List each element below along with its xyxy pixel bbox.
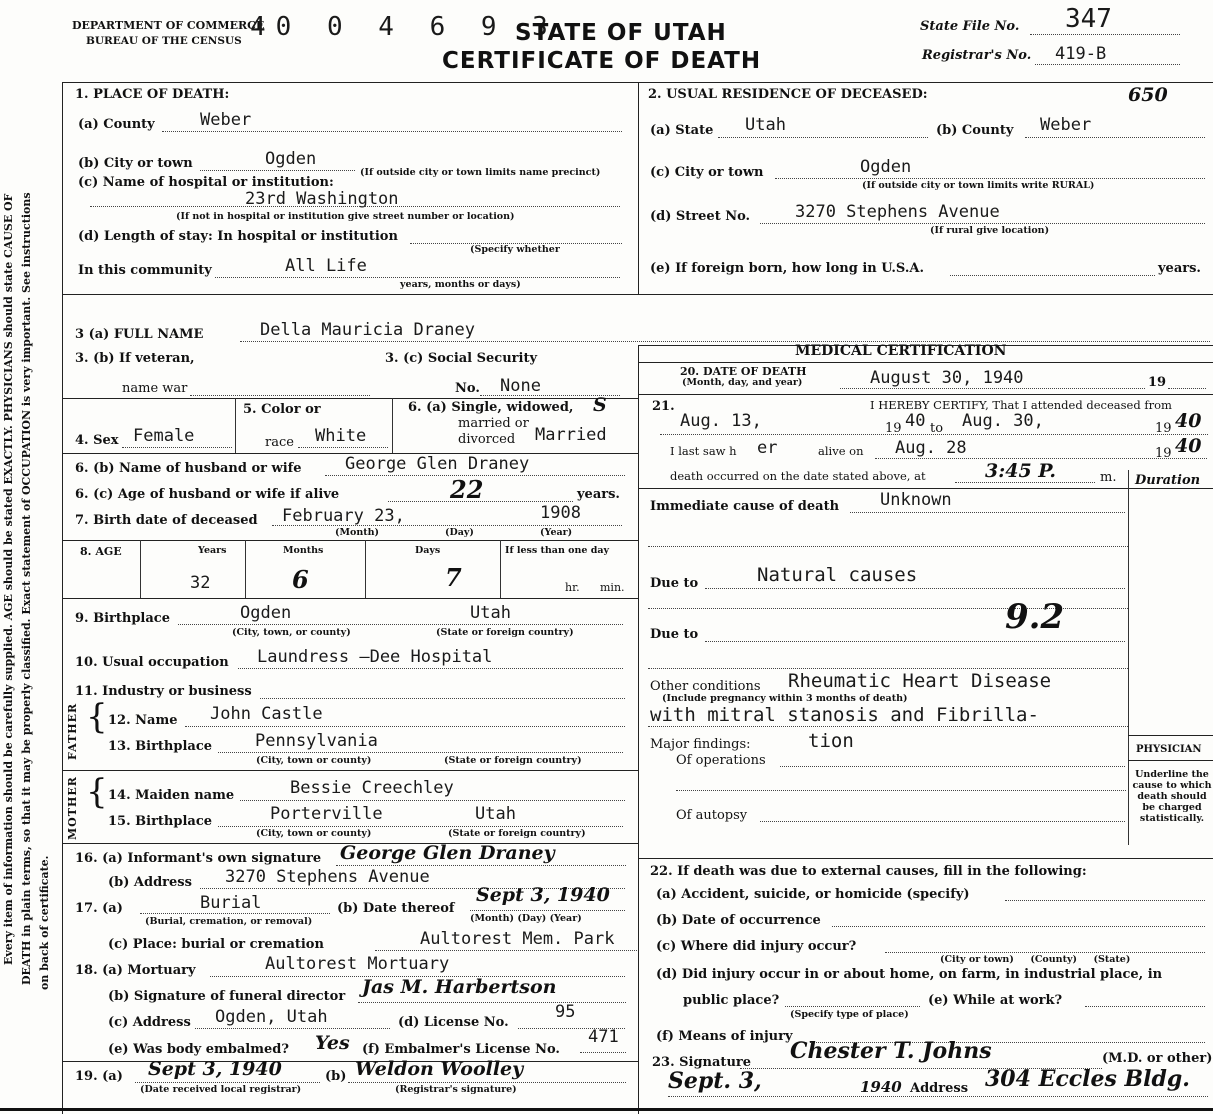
- sign23-address: 304 Eccles Bldg.: [985, 1066, 1190, 1092]
- res-city-label: (c) City or town: [650, 165, 764, 180]
- due-to-1-label: Due to: [650, 576, 699, 591]
- res-state-label: (a) State: [650, 123, 714, 138]
- ss-no-value: None: [500, 376, 541, 396]
- signature-23-label: 23. Signature: [652, 1055, 752, 1070]
- due-to-2-label: Due to: [650, 627, 699, 642]
- external-f-label: (f) Means of injury: [656, 1029, 793, 1044]
- medical-title: MEDICAL CERTIFICATION: [795, 343, 1007, 359]
- spouse-value: George Glen Draney: [345, 454, 530, 474]
- external-a-label: (a) Accident, suicide, or homicide (specify): [656, 887, 970, 902]
- age-days-value: 7: [445, 563, 462, 592]
- dod-label-2: (Month, day, and year): [682, 377, 803, 388]
- director-label: (b) Signature of funeral director: [108, 989, 346, 1004]
- mother-name-label: 14. Maiden name: [108, 788, 235, 803]
- operations-label: Of operations: [676, 753, 766, 768]
- external-d-label-2: public place?: [683, 993, 780, 1008]
- external-c-note: (City or town) (County) (State): [940, 954, 1131, 965]
- mortuary-address-value: Ogden, Utah: [215, 1007, 328, 1027]
- city-note: (If outside city or town limits name precinct): [360, 167, 601, 178]
- burial-date-label: (b) Date thereof: [337, 901, 455, 916]
- age-months-value: 6: [292, 565, 309, 594]
- dod-value: August 30, 1940: [870, 368, 1024, 388]
- burial-place-label: (c) Place: burial or cremation: [108, 937, 324, 952]
- res-county-value: Weber: [1040, 115, 1092, 135]
- attended-to-date: Aug. 30,: [962, 411, 1044, 431]
- registrar-date-label: 19. (a): [75, 1069, 123, 1084]
- mother-name-value: Bessie Creechley: [290, 778, 454, 798]
- birth-label: 7. Birth date of deceased: [75, 513, 258, 528]
- m-label: m.: [1100, 470, 1117, 485]
- side-instructions-1: Every item of information should be carefully supplied. AGE should be stated EXACTLY. PHYSICIANS should state CAUSE OF: [2, 193, 15, 965]
- father-note-state: (State or foreign country): [444, 755, 582, 766]
- saw-er: er: [757, 438, 778, 458]
- ss-no-label: No.: [455, 381, 480, 396]
- res-street-value: 3270 Stephens Avenue: [795, 202, 1000, 222]
- full-name-value: Della Mauricia Draney: [260, 320, 475, 340]
- burial-label: 17. (a): [75, 901, 123, 916]
- informant-address-label: (b) Address: [108, 875, 192, 890]
- director-signature: Jas M. Harbertson: [362, 976, 557, 998]
- marital-label-2: married or: [458, 416, 529, 431]
- burial-date-note: (Month) (Day) (Year): [470, 913, 582, 924]
- registrar-signature: Weldon Woolley: [355, 1058, 524, 1080]
- marital-label-1: 6. (a) Single, widowed,: [408, 400, 574, 415]
- underline-note: Underline the cause to which death should be charged statistically.: [1132, 769, 1212, 824]
- hr-label: hr.: [565, 581, 580, 594]
- alive-on-value: Aug. 28: [895, 438, 967, 458]
- community-note: years, months or days): [400, 279, 521, 290]
- death-certificate: Every item of information should be carefully supplied. AGE should be stated EXACTLY. PHYSICIANS should state CAUSE OF DEATH in plain terms, so that it may be properly classified. Exact statement of OCCUPATION is very important. See instructions on back of certificate. DEPARTMENT OF COMMERCE BUREAU OF THE CENSUS 40 0 4 6 9 3 STATE OF UTAH CERTIFICATE OF DEATH State File No. 347 Registrar's No. 419-B 1. PLACE OF DEATH: (a) County Weber (b) City or town Ogden (If outside city or town limits name precinct) (c) Name of hospital or institution: 23rd Washington (If not in hospital or institution give street number or location) (d) Length of stay: In hospital or institution (Specify whether In this community All Life years, months or days) 2. USUAL RESIDENCE OF DECEASED: 650 (a) State Utah (b) County Weber (c) City or town Ogden (If outside city or town limits write RURAL) (d) Street No. 3270 Stephens Avenue (If rural give location) (e) If foreign born, how long in U.S.A. years. 3 (a) FULL NAME Della Mauricia Draney 3. (b) If veteran, name war 3. (c) Social Security No. None 4. Sex Female 5. Color or race White 6. (a) Single, widowed, S married or divorced Married 6. (b) Name of husband or wife George Glen Draney 6. (c) Age of husband or wife if alive 22 years. 7. Birth date of deceased February 23, 1908 (Month) (Day) (Year) 8. AGE Years Months Days If less than one day 32 6 7 hr. min. 9. Birthplace Ogden Utah (City, town, or county) (State or foreign country) 10. Usual occupation Laundress —Dee Hospital 11. Industry or business FATHER { 12. Name John Castle 13. Birthplace Pennsylvania (City, town or county) (State or foreign country) MOTHER { 14. Maiden name Bessie Creechley 15. Birthplace Porterville Utah (City, town or county) (State or foreign country) 16. (a) Informant's own signature George Glen Draney (b) Address 3270 Stephens Avenue 17. (a) Burial (Burial, cremation, or removal) (b) Date thereof Sept 3, 1940 (Month) (Day) (Year) (c) Place: burial or cremation Aultorest Mem. Park 18. (a) Mortuary Aultorest Mortuary (b) Signature of funeral director Jas M. Harbertson (c) Address Ogden, Utah (d) License No. 95 (e) Was body embalmed? Yes (f) Embalmer's License No. 471 19. (a) Sept 3, 1940 (b) Weldon Woolley (Date received local registrar) (Registrar's signature) MEDICAL CERTIFICATION 20. DATE OF DEATH (Month, day, and year) August 30, 1940 19 21. I HEREBY CERTIFY, That I attended deceased from Aug. 13, 19 40 to Aug. 30, 19 40 I last saw h er alive on Aug. 28 19 40 death occurred on the date stated above, at 3:45 P. m. Duration Immediate cause of death Unknown Due to Natural causes Due to 9.2 Other conditions Rheumatic Heart Disease (Include pregnancy within 3 months of death) with mitral stanosis and Fibrilla- Major findings: tion Of operations Of autopsy PHYSICIAN Underline the cause to which death should be charged statistically. 22. If death was due to external causes, fill in the following: (a) Accident, suicide, or homicide (specify) (b) Date of occurrence (c) Where did injury occur? (City or town) (County) (State) (d) Did injury occur in or about home, on farm, in industrial place, in public place? (Specify type of place) (e) While at work? (f) Means of injury 23. Signature Chester T. Johns (M.D. or other) Sept. 3, 1940 Address 304 Eccles Bldg.: [0, 0, 1213, 1114]
- father-birthplace-label: 13. Birthplace: [108, 739, 213, 754]
- birth-year-value: 1908: [540, 503, 581, 523]
- community-value: All Life: [285, 256, 367, 276]
- to-year-prefix: 19: [1155, 421, 1172, 436]
- sex-value: Female: [133, 426, 195, 446]
- stay-label: (d) Length of stay: In hospital or institution: [78, 229, 398, 244]
- informant-address-value: 3270 Stephens Avenue: [225, 867, 430, 887]
- veteran-label: 3. (b) If veteran,: [75, 351, 195, 366]
- full-name-label: 3 (a) FULL NAME: [75, 327, 204, 342]
- mortuary-address-label: (c) Address: [108, 1015, 191, 1030]
- top-right-note: 650: [1128, 84, 1168, 106]
- res-city-note: (If outside city or town limits write RURAL): [862, 180, 1095, 191]
- other-conditions-1: Rheumatic Heart Disease: [788, 670, 1052, 692]
- mother-side-label: MOTHER: [66, 776, 79, 840]
- residence-heading: 2. USUAL RESIDENCE OF DECEASED:: [648, 87, 928, 102]
- attended-from-year: 40: [905, 411, 926, 431]
- race-label: race: [265, 435, 294, 450]
- embalmer-label: (f) Embalmer's License No.: [362, 1042, 560, 1057]
- md-label: (M.D. or other): [1102, 1051, 1213, 1066]
- res-street-label: (d) Street No.: [650, 209, 751, 224]
- city-value: Ogden: [265, 149, 317, 169]
- res-state-value: Utah: [745, 115, 786, 135]
- birth-month-value: February 23,: [282, 506, 405, 526]
- physician-signature: Chester T. Johns: [790, 1038, 992, 1064]
- dept-line-2: BUREAU OF THE CENSUS: [86, 35, 242, 47]
- saw-label: I last saw h: [670, 444, 737, 458]
- father-birthplace-value: Pennsylvania: [255, 731, 378, 751]
- embalmer-value: 471: [588, 1027, 619, 1047]
- months-label: Months: [283, 545, 324, 556]
- external-b-label: (b) Date of occurrence: [656, 913, 821, 928]
- city-label: (b) City or town: [78, 156, 193, 171]
- certify-label: 21.: [652, 399, 675, 414]
- burial-place-value: Aultorest Mem. Park: [420, 929, 615, 949]
- stamp-number: 40 0 4 6 9 3: [250, 12, 558, 42]
- mother-birth-state-value: Utah: [475, 804, 516, 824]
- physician-label: PHYSICIAN: [1136, 744, 1202, 755]
- res-county-label: (b) County: [936, 123, 1014, 138]
- hospital-value: 23rd Washington: [245, 189, 399, 209]
- external-c-label: (c) Where did injury occur?: [656, 939, 857, 954]
- father-note-city: (City, town or county): [256, 755, 372, 766]
- embalmed-label: (e) Was body embalmed?: [108, 1042, 289, 1057]
- stay-note: (Specify whether: [470, 244, 560, 255]
- registrar-date-value: Sept 3, 1940: [148, 1058, 282, 1080]
- autopsy-label: Of autopsy: [676, 808, 748, 823]
- mother-birthplace-label: 15. Birthplace: [108, 814, 213, 829]
- birth-note-year: (Year): [540, 527, 573, 538]
- spouse-label: 6. (b) Name of husband or wife: [75, 461, 302, 476]
- license-value: 95: [555, 1002, 576, 1022]
- years-label: Years: [198, 545, 227, 556]
- registrar-sig-label: (b): [325, 1069, 347, 1084]
- attended-to-year: 40: [1175, 410, 1202, 432]
- alive-year-prefix: 19: [1155, 446, 1172, 461]
- state-heading: STATE OF UTAH: [515, 20, 727, 46]
- dod-19: 19: [1148, 375, 1167, 390]
- license-label: (d) License No.: [398, 1015, 509, 1030]
- age-label: 8. AGE: [80, 545, 122, 558]
- dod-label-1: 20. DATE OF DEATH: [680, 365, 807, 378]
- birth-note-day: (Day): [445, 527, 474, 538]
- mortuary-value: Aultorest Mortuary: [265, 954, 450, 974]
- to-label: to: [930, 421, 944, 436]
- sex-label: 4. Sex: [75, 433, 119, 448]
- external-d-note: (Specify type of place): [790, 1009, 909, 1020]
- due-to-2-mark: 9.2: [1005, 597, 1065, 637]
- birthplace-label: 9. Birthplace: [75, 611, 170, 626]
- informant-sig-label: 16. (a) Informant's own signature: [75, 851, 322, 866]
- external-e-label: (e) While at work?: [928, 993, 1063, 1008]
- color-label: 5. Color or: [243, 402, 321, 417]
- state-file-label: State File No.: [920, 19, 1020, 34]
- occurred-label: death occurred on the date stated above, at: [670, 469, 926, 483]
- father-name-label: 12. Name: [108, 713, 178, 728]
- registrar-label: Registrar's No.: [922, 48, 1032, 63]
- res-street-note: (If rural give location): [930, 225, 1050, 236]
- ss-label: 3. (c) Social Security: [385, 351, 538, 366]
- other-conditions-label: Other conditions: [650, 679, 761, 694]
- mother-note-city: (City, town or county): [256, 828, 372, 839]
- death-time: 3:45 P.: [985, 460, 1057, 482]
- attended-from-date: Aug. 13,: [680, 411, 762, 431]
- certify-text: I HEREBY CERTIFY, That I attended deceased from: [870, 398, 1172, 412]
- marital-s: S: [593, 394, 607, 416]
- due-to-1-value: Natural causes: [757, 564, 918, 586]
- race-value: White: [315, 426, 367, 446]
- alive-year: 40: [1175, 435, 1202, 457]
- registrar-note-a: (Date received local registrar): [140, 1084, 302, 1095]
- birthplace-city-value: Ogden: [240, 603, 292, 623]
- war-label: name war: [122, 381, 188, 396]
- immediate-cause-value: Unknown: [880, 490, 952, 510]
- major-findings-label: Major findings:: [650, 737, 751, 752]
- registrar-value: 419-B: [1055, 44, 1107, 64]
- county-value: Weber: [200, 110, 252, 130]
- res-foreign-years: years.: [1158, 261, 1201, 276]
- burial-date-value: Sept 3, 1940: [476, 884, 610, 906]
- mortuary-label: 18. (a) Mortuary: [75, 963, 196, 978]
- mother-note-state: (State or foreign country): [448, 828, 586, 839]
- alive-label: alive on: [818, 444, 864, 458]
- other-conditions-note: (Include pregnancy within 3 months of death): [662, 693, 908, 704]
- burial-note: (Burial, cremation, or removal): [145, 916, 313, 927]
- marital-value: Married: [535, 425, 607, 445]
- side-instructions-2: DEATH in plain terms, so that it may be properly classified. Exact statement of OCCUPATION is very important. See instructions: [20, 192, 33, 985]
- state-file-value: 347: [1065, 4, 1112, 34]
- other-conditions-3: tion: [808, 730, 854, 752]
- birthplace-note-state: (State or foreign country): [436, 627, 574, 638]
- burial-value: Burial: [200, 893, 262, 913]
- father-side-label: FATHER: [66, 702, 79, 760]
- res-city-value: Ogden: [860, 157, 912, 177]
- immediate-cause-label: Immediate cause of death: [650, 499, 840, 514]
- birthplace-state-value: Utah: [470, 603, 511, 623]
- age-years-value: 32: [190, 573, 211, 593]
- other-conditions-2: with mitral stanosis and Fibrilla-: [650, 704, 1039, 726]
- external-d-label: (d) Did injury occur in or about home, on farm, in industrial place, in: [656, 967, 1163, 982]
- spouse-age-unit: years.: [577, 487, 620, 502]
- sign23-year: 1940: [860, 1078, 902, 1096]
- community-label: In this community: [78, 263, 212, 278]
- registrar-note-b: (Registrar's signature): [395, 1084, 517, 1095]
- informant-signature: George Glen Draney: [340, 842, 555, 864]
- external-title: 22. If death was due to external causes, fill in the following:: [650, 864, 1087, 879]
- spouse-age-value: 22: [450, 475, 484, 504]
- embalmed-value: Yes: [315, 1032, 350, 1054]
- industry-label: 11. Industry or business: [75, 684, 252, 699]
- hospital-label: (c) Name of hospital or institution:: [78, 175, 334, 190]
- from-year-prefix: 19: [885, 421, 902, 436]
- days-label: Days: [415, 545, 441, 556]
- father-name-value: John Castle: [210, 704, 323, 724]
- dept-line-1: DEPARTMENT OF COMMERCE: [72, 19, 265, 32]
- marital-label-3: divorced: [458, 432, 516, 447]
- occupation-value: Laundress —Dee Hospital: [257, 647, 493, 667]
- less-than-day-label: If less than one day: [505, 545, 610, 556]
- mother-birth-city-value: Porterville: [270, 804, 383, 824]
- side-instructions-3: on back of certificate.: [38, 855, 51, 990]
- min-label: min.: [600, 581, 625, 594]
- place-of-death-heading: 1. PLACE OF DEATH:: [75, 87, 230, 102]
- sign23-date: Sept. 3,: [668, 1068, 762, 1094]
- occupation-label: 10. Usual occupation: [75, 655, 229, 670]
- county-label: (a) County: [78, 117, 155, 132]
- spouse-age-label: 6. (c) Age of husband or wife if alive: [75, 487, 340, 502]
- sign23-address-label: Address: [910, 1081, 969, 1096]
- certificate-title: CERTIFICATE OF DEATH: [442, 48, 762, 74]
- birthplace-note-city: (City, town, or county): [232, 627, 351, 638]
- hospital-note: (If not in hospital or institution give street number or location): [176, 211, 515, 222]
- res-foreign-label: (e) If foreign born, how long in U.S.A.: [650, 261, 924, 276]
- duration-label: Duration: [1135, 473, 1201, 488]
- birth-note-month: (Month): [335, 527, 380, 538]
